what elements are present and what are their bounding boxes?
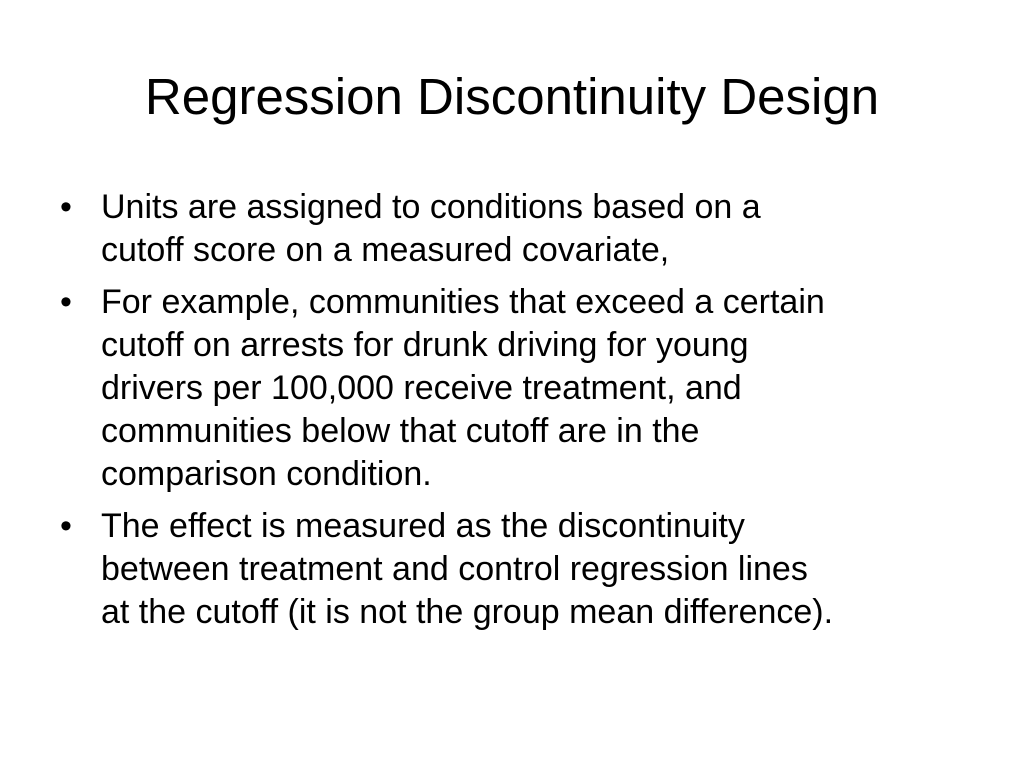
- bullet-marker: •: [60, 507, 72, 545]
- bullet-text-line: at the cutoff (it is not the group mean difference).: [101, 593, 834, 631]
- bullet-marker: •: [60, 188, 72, 226]
- bullet-text-line: communities below that cutoff are in the: [101, 412, 700, 450]
- bullet-text-line: between treatment and control regression lines: [101, 550, 808, 588]
- bullet-text-line: For example, communities that exceed a certain: [101, 283, 825, 321]
- bullet-item-effect: [60, 505, 980, 634]
- bullet-item-assignment: [60, 186, 980, 272]
- bullet-text-line: The effect is measured as the discontinuity: [101, 507, 745, 545]
- bullet-text-line: cutoff score on a measured covariate,: [101, 231, 670, 269]
- slide-title: Regression Discontinuity Design: [144, 68, 880, 125]
- bullet-text-line: drivers per 100,000 receive treatment, and: [101, 369, 742, 407]
- bullet-text-line: comparison condition.: [101, 455, 432, 493]
- bullet-text-line: cutoff on arrests for drunk driving for young: [101, 326, 749, 364]
- bullet-item-example: [60, 281, 980, 496]
- bullet-list: [60, 186, 980, 643]
- bullet-text-line: Units are assigned to conditions based on a: [101, 188, 761, 226]
- bullet-marker: •: [60, 283, 72, 321]
